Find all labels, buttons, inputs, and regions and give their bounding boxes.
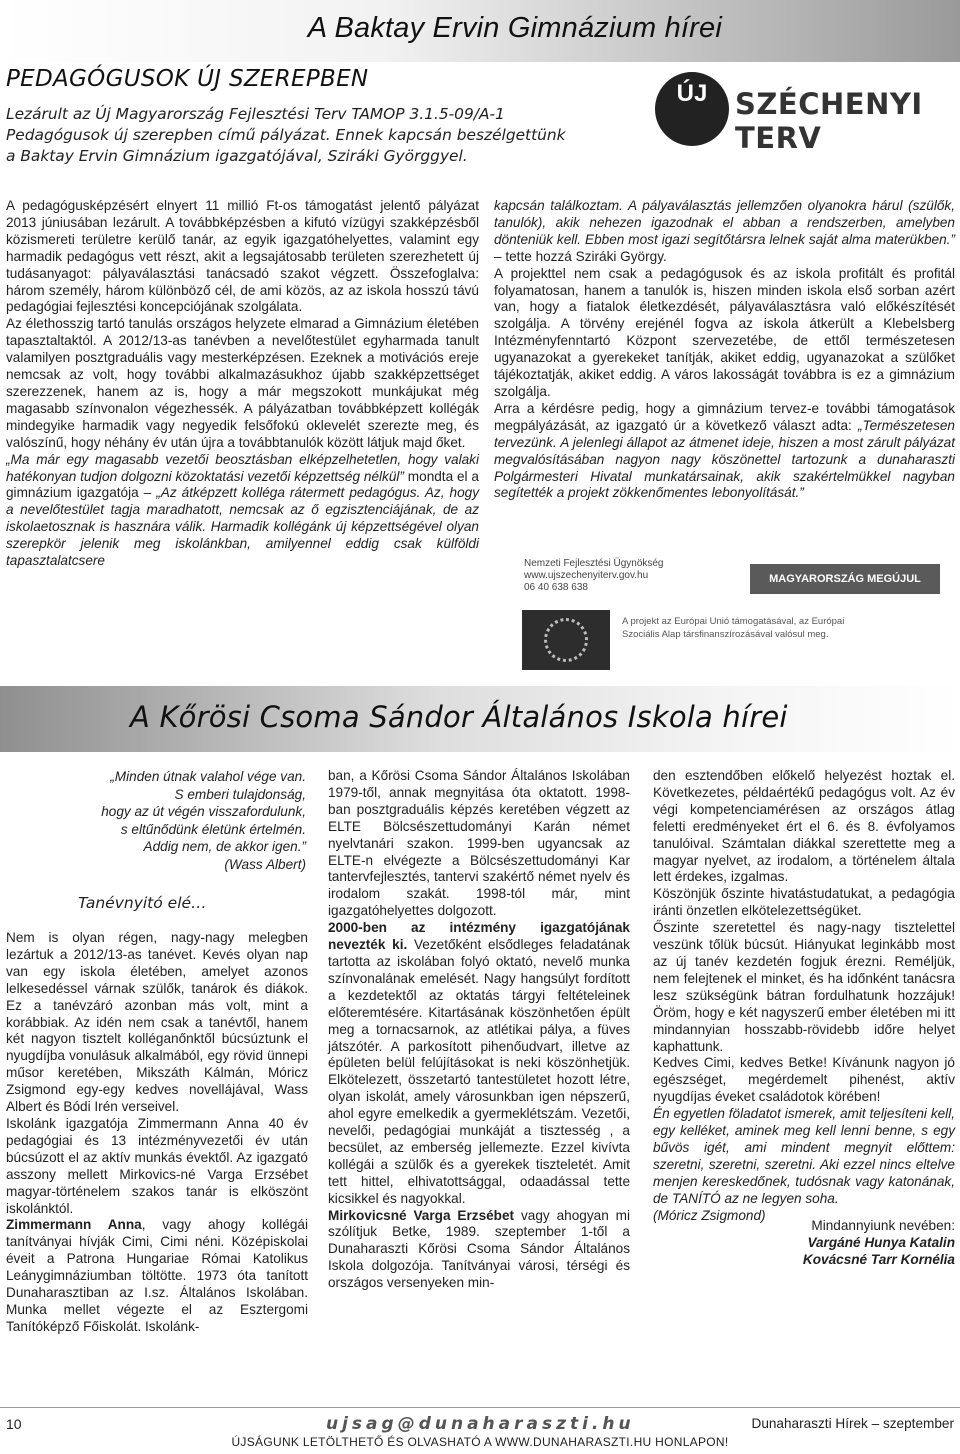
poem-author: (Wass Albert) [224, 856, 306, 872]
quote-paragraph [6, 452, 479, 570]
footer-note: ÚJSÁGUNK LETÖLTHETŐ ÉS OLVASHATÓ A WWW.DUNAHARASZTI.HU HONLAPON! [231, 1435, 729, 1449]
eu-stars-icon [544, 618, 588, 662]
footer-email[interactable]: ujsag@dunaharaszti.hu [326, 1414, 635, 1434]
paragraph [6, 1217, 308, 1335]
ngo-logo [520, 556, 720, 602]
paragraph: ban, a Kőrösi Csoma Sándor Általános Iskolában 1979-től, annak megnyitása óta oktatott. 1998-ban posztgraduális képzés keretében végzett az ELTE Bölcsészettudományi Karán német nyelvtanári szakon. 1999-ben ugyancsak az ELTE-n elvégezte a Bölcsészettudományi Kar tantervfejlesztés, tantervi szakértő német nyelv és irodalom szakát. 1998-tól már, mint igazgatóhelyettes dolgozott. [328, 768, 630, 919]
person-name: Mirkovicsné Varga Erzsébet [328, 1207, 515, 1223]
publication-name: Dunaharaszti Hírek – szeptember [751, 1416, 954, 1431]
article-column-right [494, 198, 955, 502]
article-column-2 [328, 768, 630, 1292]
szechenyi-terv-logo [655, 72, 955, 155]
article-column-1 [6, 930, 308, 1336]
poem-line: „Minden útnak valahol vége van. [110, 769, 306, 784]
quote-paragraph: Én egyetlen föladatot ismerek, amit teljesíteni kell, egy kelléket, aminek meg kell lenni benne, s egy bűvös igét, ami mindent megnyit előttem: szeretni, szeretni, szeretni. Aki ezzel nincs eltelve menjen kereskedőnek, tudósnak vagy katonának, de TANÍTÓ az ne legyen soha. [653, 1106, 955, 1206]
paragraph: Kedves Cimi, kedves Betke! Kívánunk nagyon jó egészséget, megérdemelt pihenést, aktív nyugdíjas éveket családotok körében! [653, 1055, 955, 1105]
signoff [653, 1218, 955, 1269]
section-title: A Baktay Ervin Gimnázium hírei [307, 12, 722, 44]
quote-text: „Ma már egy magasabb vezetői beosztásban elképzelhetetlen, hogy valaki hatékonyan tudjon dolgozni közoktatási vezetői képzettség nélkül” [6, 451, 479, 484]
poem-line: S emberi tulajdonság, [174, 786, 306, 802]
logo-text: SZÉCHENYI TERV [735, 87, 923, 155]
eu-funding-note: Szociális Alap társfinanszírozásával valósul meg. [622, 629, 829, 640]
poem-line: s eltűnődünk életünk értelmén. [120, 821, 306, 837]
article-column-left [6, 198, 479, 570]
footer-divider [0, 1407, 960, 1408]
magyarorszag-megujul-logo: MAGYARORSZÁG MEGÚJUL [750, 564, 940, 594]
paragraph [328, 1208, 630, 1293]
article-column-3 [653, 768, 955, 1224]
poem-line: hogy az út végén visszafordulunk, [101, 804, 306, 819]
sponsor-logos [520, 556, 940, 678]
article-headline: PEDAGÓGUSOK ÚJ SZEREPBEN [6, 66, 369, 92]
quote-paragraph [494, 401, 955, 502]
signoff-name: Kovácsné Tarr Kornélia [802, 1251, 955, 1267]
paragraph: Az élethosszig tartó tanulás országos helyzete elmarad a Gimnázium életében tapasztaltaktól. A 2012/13-as tanévben a nevelőtestület egyharmada tanult valamilyen posztgraduális vagy mesterképzésen. Ezeknek a motivációs ereje nemcsak az volt, hogy további alkalmazásukhoz újabb szakképzettséget szerezzenek, hanem az is, hogy a már megszokott munkájukat még magasabb színvonalon végezhessék. A pályázatban továbbképzett kollégák mindegyike harmadik vagy negyedik felsőfokú oklevelét szerezte meg, és valószínű, hogy néhány év után újra a továbbtanulók között látjuk majd őket. [6, 316, 479, 450]
person-name: Zimmermann Anna [6, 1217, 142, 1233]
paragraph: Köszönjük őszinte hivatástudatukat, a pedagógia iránti önzetlen elkötelezettségüket. [653, 886, 955, 919]
logo-mark: ÚJ [655, 72, 729, 146]
paragraph-text: Arra a kérdésre pedig, hogy a gimnázium tervez-e további támogatások megpályázását, az igazgató úr a következő választ adta: [494, 400, 955, 433]
quote-paragraph [494, 198, 955, 266]
ngo-website: www.ujszechenyiterv.gov.hu [524, 570, 649, 581]
section-title: A Kőrösi Csoma Sándor Általános Iskola hírei [130, 700, 788, 734]
poem-quote [6, 768, 306, 873]
paragraph-text: Vezetőként elsődleges feladatának tartotta az iskolában folyó oktató, nevelő munka színvonalának emelését. Nagy hangsúlyt fordított a kezdetektől az oktatás tárgyi feltételeinek előteremtésére. Kitartásának köszönhetően épült meg a tornacsarnok, az atlétikai pálya, a füves játszótér. A parkosított pihenőudvart, illetve az épületen belül felújításokat is neki köszönhetjük. Elkötelezett, összetartó tantestületet hozott létre, olyan iskolát, amely városunkban igen népszerű, ahol egyre emelkedik a gyermeklétszám. Vezetői, nevelői, pedagógiai munkáját a tisztesség , a becsület, az emberség jellemezte. Ezzel kivívta kollégái a szülők és a gyerekek tiszteletét. Amit tett hittel, elhivatottsággal, odaadással tette kicsikkel és nagyokkal. [328, 937, 630, 1206]
quote-text: kapcsán találkoztam. A pályaválasztás jellemzően olyanokra hárul (szülők, tanulók), akik nehezen igazodnak el abban a rendszerben, amelyben dönteniük kell. Ebben most igazi segítőtársra lelnek saját alma materükben.” [494, 198, 955, 247]
paragraph: A projekttel nem csak a pedagógusok és az iskola profitált és profitál folyamatosan, hanem a tanulók is, hiszen minden iskola első sorban azért van, hogy a fiatalok életkezdését, pályaválasztásra való előkészítését szolgálja. A törvény erejénél fogva az iskola átkerült a Klebelsberg Intézményfenntartó Központ szervezetébe, de ettől természetesen ugyanazokat a gyerekeket tanítják, akiket eddig, ugyanazokat a szülőket tájékoztatják, akiket eddig. A város lakosságát továbbra is ez a gimnázium szolgálja. [494, 265, 955, 399]
article-subheading: Tanévnyitó elé… [78, 894, 207, 912]
quote-text: „Természetesen tervezünk. A jelenlegi állapot az átmenet ideje, hiszen a most zárult pályázat megvalósításában nagyon nagy köszönettel tartozunk a dunaharaszti Polgármesteri Hivatal munkatársainak, akik szakértelmükkel nagyban segítették a projekt zökkenőmentes lebonyolítását.” [494, 417, 955, 501]
paragraph: Iskolánk igazgatója Zimmermann Anna 40 év pedagógiai és 13 intézményvezetői év után búcsúzott el az aktív munkás évektől. Az igazgató asszony mellett Mirkovics-né Varga Erzsébet magyar-történelem szakos tanár is elköszönt iskolánktól. [6, 1115, 308, 1216]
article-lead-line: a Baktay Ervin Gimnázium igazgatójával, Sziráki Györggyel. [6, 147, 468, 165]
paragraph: Őszinte szeretettel és nagy-nagy tisztelettel veszünk tőlük búcsút. Hiányukat leginkább most az új tanév kezdetén fogjuk érezni. Reméljük, nem felejtenek el minket, és ha időnként tanácsra lesz szükségünk bátran fordulhatunk hozzájuk! Öröm, hogy e két nagyszerű ember életében mi itt mindannyian hosszabb-rövidebb időre helyet kaphattunk. [653, 920, 955, 1054]
paragraph-text: , vagy ahogy kollégái tanítványai hívják Cimi, Cimi néni. Középiskolai éveit a Patrona Hungariae Római Katolikus Leánygimnáziumban töltötte. 1973 óta tanított Dunaharasztiban az I.sz. Általános Iskolában. Munka mellet végezte el az Esztergomi Tanítóképző Főiskolát. Iskolánk- [6, 1217, 308, 1334]
poem-line: Addig nem, de akkor igen.” [143, 839, 306, 854]
ngo-phone: 06 40 638 638 [524, 582, 588, 593]
attribution-text: mondta el a gimnázium igazgatója [6, 468, 479, 501]
attribution-text: – tette hozzá Sziráki György. [494, 248, 667, 264]
quote-text: – „Az átképzett kollégа rátermett pedagógus. Az, hogy a nevelőtestület tagja maradhatott, nemcsak az ő egzisztenciájának, de az iskolaetosznak is hasznára válik. Harmadik kollégánk új képzettségével olyan szerepkör jelenik meg iskolánkban, amilyennel eddig csak külföldi tapasztalatcsere [6, 485, 479, 569]
article-lead-line: Pedagógusok új szerepben című pályázat. Ennek kapcsán beszélgettünk [6, 126, 566, 144]
eu-flag-icon [522, 610, 610, 670]
emphasis-text: 2000-ben az intézmény igazgatójának nevezték ki. [328, 920, 630, 953]
paragraph-text: vagy ahogyan mi szólítjuk Betke, 1989. szeptember 1-től a Dunaharaszti Kőrösi Csoma Sándor Általános Iskola dolgozója. Tanítványai városi, térségi és országos versenyeken min- [328, 1207, 630, 1291]
paragraph: Nem is olyan régen, nagy-nagy melegben lezártuk a 2012/13-as tanévet. Kevés olyan nap van egy iskola életében, amelyet azonos lelkesedéssel várnak szülők, tanárok és diákok. Ez a tanévzáró azonban más volt, mint a korábbiak. Az idén nem csak a tanévtől, hanem két nagyon tisztelt kolléganőnktől búcsúztunk el nyugdíjba vonulásuk alkalmából, egy rövid ünnepi műsor keretében, Mikszáth Kálmán, Móricz Zsigmond egy-egy kedves novellájával, Wass Albert és Bódi Irén verseivel. [6, 930, 308, 1115]
eu-funding-note: A projekt az Európai Unió támogatásával, az Európai [622, 616, 845, 627]
ngo-name: Nemzeti Fejlesztési Ügynökség [524, 558, 664, 569]
article-lead-line: Lezárult az Új Magyarország Fejlesztési Terv TAMOP 3.1.5-09/A-1 [6, 105, 505, 123]
paragraph: den esztendőben előkelő helyezést hoztak el. Következetes, példaértékű pedagógus volt. Az év végi kompetenciamérésen az országos átlag feletti eredményeket ért el 6. és 8. évfolyamos tanulóival. Számtalan diákkal szerettette meg a magyar nyelvet, az irodalom, a történelem általa lett érdekes, izgalmas. [653, 768, 955, 885]
paragraph [328, 920, 630, 1207]
signoff-intro: Mindannyiunk nevében: [811, 1218, 955, 1233]
page-number: 10 [6, 1416, 22, 1432]
signoff-name: Vargáné Hunya Katalin [807, 1234, 955, 1250]
paragraph: A pedagógusképzésért elnyert 11 millió Ft-os támogatást jelentő pályázat 2013 júniusában lezárult. A továbbképzésben a kifutó vízügyi szakképzésből közismereti területre kerülő tanár, az egyik igazgatóhelyettes, valamint egy harmadik pedagógus vett részt, akit a legsajátosabb területen szerezhetett új tudásanyagot: pályaválasztási tanácsadó szakot végzett. Összefoglalva: három személy, három különböző cél, de ami közös, az az iskola hosszú távú pedagógiai fejlesztési koncepciójának szolgálata. [6, 198, 479, 315]
quote-author: (Móricz Zsigmond) [653, 1207, 766, 1223]
